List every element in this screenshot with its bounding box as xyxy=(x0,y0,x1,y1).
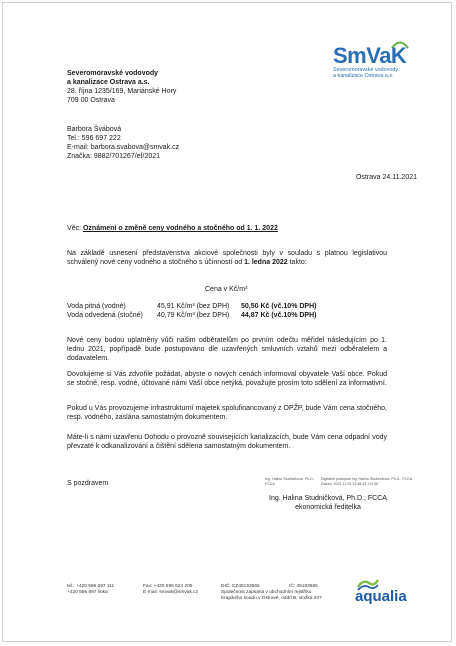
date-place: Ostrava 24.11.2021 xyxy=(356,174,417,181)
footer-phone: tel.: +420 596 697 111 xyxy=(67,584,115,589)
sender-address xyxy=(67,69,267,105)
signer-role: ekonomická ředitelka xyxy=(295,504,361,511)
footer-vat-id: DIČ: CZ45193665 xyxy=(221,584,260,589)
contact-name: Barbora Švábová xyxy=(67,126,122,133)
smvak-logo xyxy=(333,39,443,81)
sender-line-3: 28. října 1235/169, Mariánské Hory xyxy=(67,88,177,95)
logo-wordmark: SmVaK xyxy=(333,43,407,68)
price-label: Voda pitná (vodné) xyxy=(67,303,126,310)
aqualia-wordmark: aqualia xyxy=(355,588,407,605)
sender-line-1: Severomoravské vodovody xyxy=(67,70,159,77)
intro-text: Na základě usnesení představenstva akciové společnosti byly v souladu s platnou legislativou schválený nové ceny vodného a stočného s účinností od xyxy=(67,250,387,266)
footer-contacts xyxy=(67,584,114,596)
footer-fax: Fax: +420 596 624 205 xyxy=(143,584,193,589)
price-header: Cena v Kč/m³ xyxy=(205,286,248,293)
logo-subtitle-1: Severomoravské vodovody xyxy=(333,67,399,73)
stamp-name: Ing. Halina Studničková, Ph.D., FCCA xyxy=(265,477,315,486)
footer-registry-2: Krajského soudu v Ostravě, oddíl B, vložka 347 xyxy=(221,596,322,602)
body-paragraph: Dovolujeme si Vás zdvořile požádat, abyste o nových cenách informoval obyvatele Vaší obce. Pokud se stočné, resp. vodné, účtované námi Vaší obce netýká, považujte prosím toto sdělení za informativní. xyxy=(67,371,387,387)
signer-name: Ing. Halina Studničková, Ph.D., FCCA xyxy=(269,495,387,502)
subject-text: Oznámení o změně ceny vodného a stočného od 1. 1. 2022 xyxy=(82,225,278,232)
footer-phone-2: +420 596 697 linka xyxy=(67,590,108,596)
subject-prefix: Věc: xyxy=(67,225,82,232)
closing: S pozdravem xyxy=(67,480,109,487)
stamp-note: Digitálně podepsal Ing. Halina Studničková, Ph.D., FCCA Datum: 2021.11.25 13:38:43 +01'00' xyxy=(321,477,412,486)
body-paragraph: Nové ceny budou uplatněny vůči našim odběratelům po prvním odečtu měřidel následujícím po 1. lednu 2021, popřípadě bude postupováno dle uzavřených smluvních vztahů mezi odběratelem a dodavatelem. xyxy=(67,337,387,362)
aqualia-logo xyxy=(349,577,443,607)
price-with-vat: 44,87 Kč (vč.10% DPH) xyxy=(241,312,317,319)
contact-email: E-mail: barbora.svabova@smvak.cz xyxy=(67,144,180,151)
contact-block xyxy=(67,125,267,161)
signature-block xyxy=(243,494,413,512)
price-with-vat: 50,50 Kč (vč.10% DPH) xyxy=(241,303,317,310)
document-page xyxy=(2,2,452,642)
intro-suffix: takto: xyxy=(287,259,307,266)
price-without-vat: 45,91 Kč/m³ (bez DPH) xyxy=(157,303,230,310)
logo-subtitle-2: a kanalizace Ostrava a.s. xyxy=(333,73,394,79)
intro-paragraph xyxy=(67,249,387,267)
intro-date: 1. ledna 2022 xyxy=(244,259,288,266)
price-label: Voda odvedená (stočné) xyxy=(67,312,143,319)
contact-reference: Značka: 9882/701267/ef/2021 xyxy=(67,153,161,160)
footer-registration xyxy=(221,584,341,603)
footer-registry: Společnost zapsána v obchodním rejstříku xyxy=(221,590,312,596)
footer-fax-email xyxy=(143,584,198,596)
price-without-vat: 40,79 Kč/m³ (bez DPH) xyxy=(157,312,230,319)
footer-email: E-mail: smvak@smvak.cz xyxy=(143,590,198,596)
contact-phone: Tel.: 596 697 222 xyxy=(67,135,121,142)
body-paragraph: Máte-li s námi uzavřenu Dohodu o provozně souvisejících kanalizacích, bude Vám cena odpadní vody převzaté k odkanalizování a čištění sdělena samostatným dokumentem. xyxy=(67,434,387,450)
subject-line xyxy=(67,224,427,233)
body-paragraph: Pokud u Vás provozujeme infrastrukturní majetek spolufinancovaný z OPŽP, bude Vám cena stočného, resp. vodného, zaslána samostatným dokumentem. xyxy=(67,405,387,421)
sender-line-4: 709 00 Ostrava xyxy=(67,97,115,104)
sender-line-2: a kanalizace Ostrava a.s. xyxy=(67,79,150,86)
footer-company-id: IČ: 45193665 xyxy=(289,584,318,589)
